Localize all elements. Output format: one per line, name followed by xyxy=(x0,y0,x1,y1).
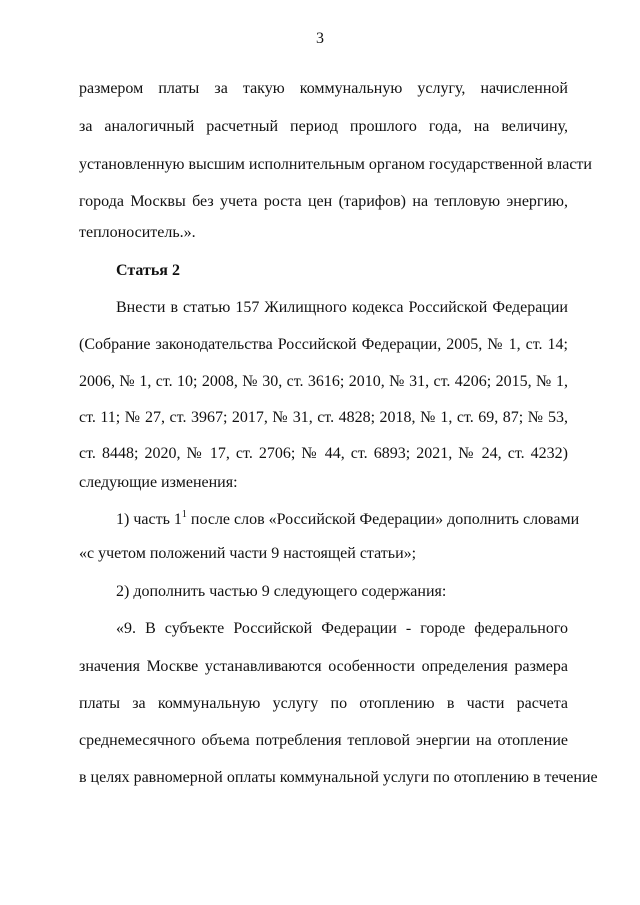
intro-line-3: 2006, № 1, ст. 10; 2008, № 30, ст. 3616; 2010, № 31, ст. 4206; 2015, № 1, xyxy=(79,373,568,390)
item1-suffix: после слов «Российской Федерации» дополнить словами xyxy=(186,511,580,528)
item2-line: 2) дополнить частью 9 следующего содержания: xyxy=(116,583,447,600)
intro-line-1: Внести в статью 157 Жилищного кодекса Российской Федерации xyxy=(116,299,568,316)
item1-line-2: «с учетом положений части 9 настоящей статьи»; xyxy=(79,545,417,562)
article-heading: Статья 2 xyxy=(116,262,180,279)
prev-paragraph-line-2: за аналогичный расчетный период прошлого года, на величину, xyxy=(79,118,568,135)
page-number: 3 xyxy=(316,30,324,47)
part9-line-5: в целях равномерной оплаты коммунальной услуги по отоплению в течение xyxy=(79,769,598,786)
item1-prefix: 1) часть 1 xyxy=(116,511,182,528)
item1-line-1 xyxy=(116,508,580,530)
item1-superscript: 1 xyxy=(181,508,187,520)
intro-line-5: ст. 8448; 2020, № 17, ст. 2706; № 44, ст. 6893; 2021, № 24, ст. 4232) xyxy=(79,445,568,462)
prev-paragraph-line-4: города Москвы без учета роста цен (тарифов) на тепловую энергию, xyxy=(79,193,568,210)
part9-line-4: среднемесячного объема потребления тепловой энергии на отопление xyxy=(79,732,568,749)
part9-line-3: платы за коммунальную услугу по отоплению в части расчета xyxy=(79,695,568,712)
part9-line-2: значения Москве устанавливаются особенности определения размера xyxy=(79,658,568,675)
intro-line-4: ст. 11; № 27, ст. 3967; 2017, № 31, ст. 4828; 2018, № 1, ст. 69, 87; № 53, xyxy=(79,409,568,426)
intro-line-6: следующие изменения: xyxy=(79,474,238,491)
prev-paragraph-line-3: установленную высшим исполнительным органом государственной власти xyxy=(79,156,592,173)
prev-paragraph-line-5: теплоноситель.». xyxy=(79,224,196,241)
intro-line-2: (Собрание законодательства Российской Федерации, 2005, № 1, ст. 14; xyxy=(79,336,568,353)
part9-line-1: «9. В субъекте Российской Федерации - городе федерального xyxy=(116,620,568,637)
prev-paragraph-line-1: размером платы за такую коммунальную услугу, начисленной xyxy=(79,80,568,97)
